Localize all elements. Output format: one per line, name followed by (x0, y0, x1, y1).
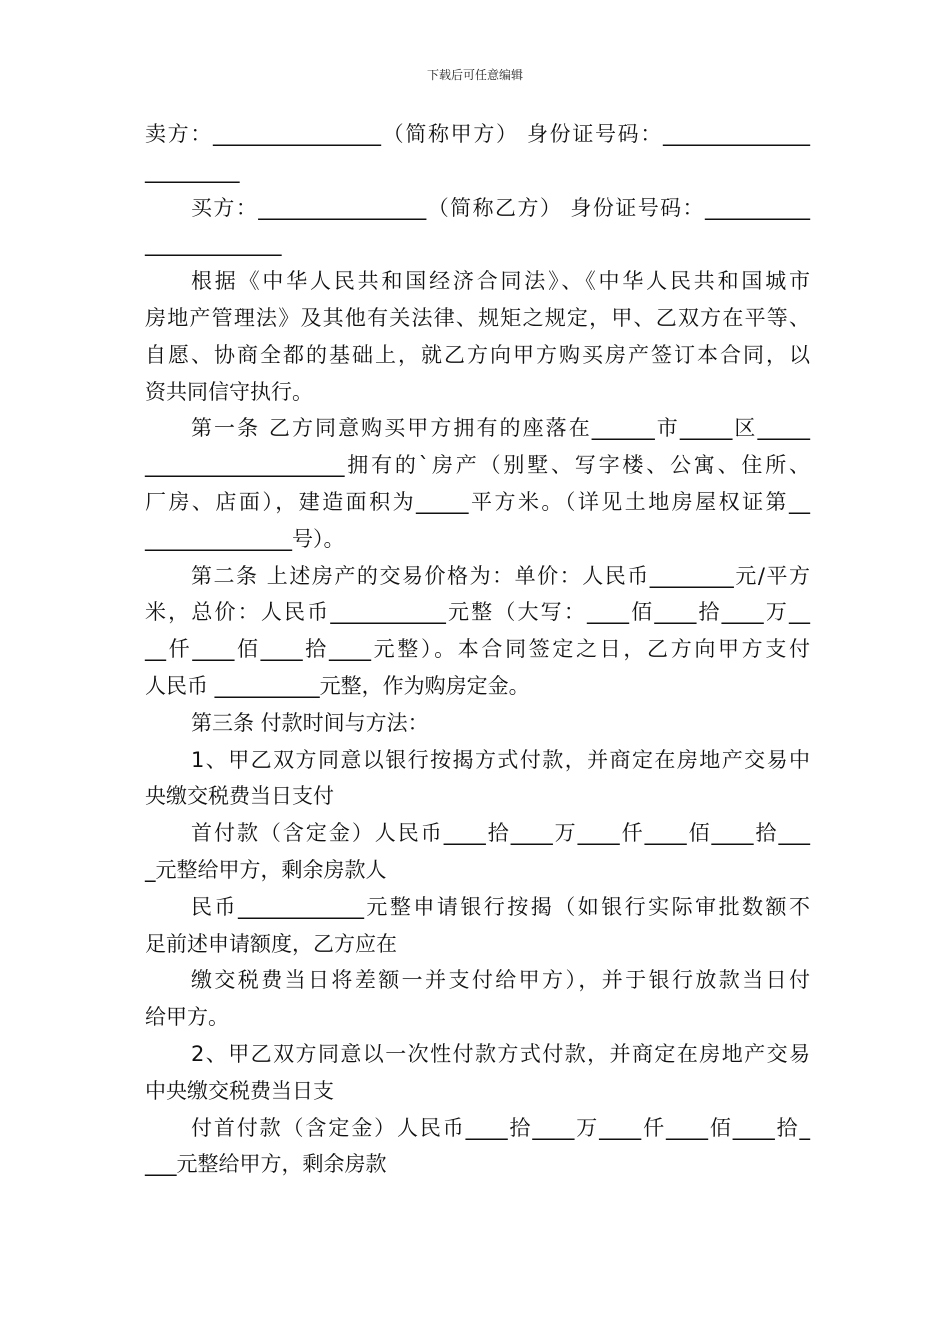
text-line: 中央缴交税费当日支 (145, 1078, 334, 1103)
text-line: 米，总价：人民币___________元整（大写：____佰____拾____万__ (145, 600, 810, 625)
text-line: 付首付款（含定金）人民币____拾____万____仟____佰____拾_ (191, 1115, 810, 1140)
text-line: 给甲方。 (145, 1005, 229, 1030)
page-header: 下载后可任意编辑 (426, 68, 523, 82)
text-line: 自愿、协商全都的基础上，就乙方向甲方购买房产签订本合同，以 (145, 342, 810, 367)
text-line: 2、甲乙双方同意以一次性付款方式付款，并商定在房地产交易 (191, 1041, 810, 1066)
text-line: 房地产管理法》及其他有关法律、规矩之规定，甲、乙双方在平等、 (145, 305, 810, 330)
text-line: 缴交税费当日将差额一并支付给甲方），并于银行放款当日付 (191, 968, 810, 993)
text-line: _元整给甲方，剩余房款人 (145, 857, 387, 882)
text-line: _________ (145, 158, 240, 183)
text-line: 根据《中华人民共和国经济合同法》、《中华人民共和国城市 (191, 269, 810, 294)
text-line: 足前述申请额度，乙方应在 (145, 931, 397, 956)
contract-body (145, 116, 810, 1183)
text-line: 首付款（含定金）人民币____拾____万____仟____佰____拾___ (191, 821, 810, 846)
text-line: _____________ (145, 232, 282, 257)
text-line: ___元整给甲方，剩余房款 (145, 1152, 387, 1177)
text-line: ______________号）。 (145, 526, 345, 551)
text-line: 资共同信守执行。 (145, 379, 313, 404)
text-line: 第一条 乙方同意购买甲方拥有的座落在______市_____区_____ (191, 416, 810, 441)
text-line: 民币____________元整申请银行按揭（如银行实际审批数额不 (191, 894, 810, 919)
text-line: 人民币 __________元整，作为购房定金。 (145, 673, 530, 698)
text-line: 厂房、店面），建造面积为_____平方米。（详见土地房屋权证第__ (145, 489, 810, 514)
text-line: 买方：________________（简称乙方） 身份证号码：__________ (191, 195, 810, 220)
text-line: 第三条 付款时间与方法： (191, 710, 429, 735)
text-line: __仟____佰____拾____元整）。本合同签定之日，乙方向甲方支付 (145, 637, 810, 662)
text-line: ___________________拥有的`房产（别墅、写字楼、公寓、住所、 (145, 453, 810, 478)
text-line: 1、甲乙双方同意以银行按揭方式付款，并商定在房地产交易中 (191, 747, 810, 772)
text-line: 卖方：________________（简称甲方） 身份证号码：______________ (145, 122, 810, 146)
text-line: 央缴交税费当日支付 (145, 784, 334, 809)
text-line: 第二条 上述房产的交易价格为：单价：人民币________元/平方 (191, 563, 810, 588)
